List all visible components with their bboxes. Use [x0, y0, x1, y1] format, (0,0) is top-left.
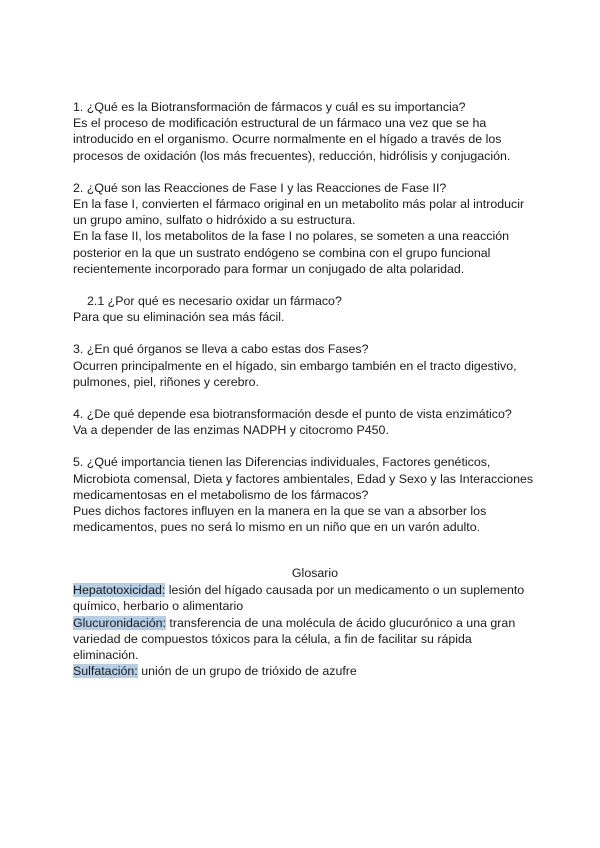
answer-line: pulmones, piel, riñones y cerebro.: [73, 374, 259, 389]
answer-line: En la fase I, convierten el fármaco original en un metabolito más polar al introducir: [73, 197, 525, 212]
answer-line: medicamentos, pues no será lo mismo en un niño que en un varón adulto.: [73, 520, 481, 535]
question-2-1: [73, 293, 533, 325]
answer-line: posterior en la que un sustrato endógeno se combina con el grupo funcional: [73, 245, 491, 260]
answer-line: Pues dichos factores influyen en la manera en la que se van a absorber los: [73, 504, 487, 519]
question-5: [73, 454, 533, 535]
question-text: 5. ¿Qué importancia tienen las Diferencias individuales, Factores genéticos,: [73, 455, 491, 470]
question-4: [73, 406, 533, 438]
question-text: Microbiota comensal, Dieta y factores ambientales, Edad y Sexo y las Interacciones: [73, 471, 534, 486]
glossary-definition-line: variedad de compuestos tóxicos para la célula, a fin de facilitar su rápida: [73, 631, 472, 646]
question-text: 1. ¿Qué es la Biotransformación de fármacos y cuál es su importancia?: [73, 100, 466, 114]
glossary-definition-line: eliminación.: [73, 648, 139, 663]
answer-line: un grupo amino, sulfato o hidróxido a su estructura.: [73, 213, 356, 228]
question-text: medicamentosas en el metabolismo de los fármacos?: [73, 487, 369, 502]
question-text: 2.1 ¿Por qué es necesario oxidar un fármaco?: [87, 294, 342, 309]
answer-line: Va a depender de las enzimas NADPH y citocromo P450.: [73, 423, 389, 438]
glossary-definition: lesión del hígado causada por un medicamento o un suplemento: [165, 583, 525, 598]
question-3: [73, 341, 533, 390]
glossary-entry: [73, 582, 533, 598]
glossary-definition: transferencia de una molécula de ácido glucurónico a una gran: [165, 615, 516, 630]
question-text: 3. ¿En qué órganos se lleva a cabo estas dos Fases?: [73, 342, 369, 357]
glossary-term: Glucuronidación:: [73, 615, 166, 630]
glossary-entry: [73, 663, 533, 679]
question-1: [73, 99, 533, 164]
answer-line: introducido en el organismo. Ocurre normalmente en el hígado a través de los: [73, 132, 502, 147]
question-text: 2. ¿Qué son las Reacciones de Fase I y las Reacciones de Fase II?: [73, 180, 447, 195]
answer-line: Es el proceso de modificación estructural de un fármaco una vez que se ha: [73, 116, 487, 131]
glossary-title: Glosario: [291, 566, 339, 580]
glossary-entry: [73, 615, 533, 631]
question-text: 4. ¿De qué depende esa biotransformación desde el punto de vista enzimático?: [73, 407, 512, 422]
answer-line: Para que su eliminación sea más fácil.: [73, 310, 285, 325]
glossary-term: Hepatotoxicidad:: [73, 583, 166, 598]
question-2: [73, 180, 533, 277]
glossary-term: Sulfatación:: [73, 664, 138, 679]
answer-line: procesos de oxidación (los más frecuentes), reducción, hidrólisis y conjugación.: [73, 148, 511, 163]
glossary: [73, 565, 533, 679]
answer-line: Ocurren principalmente en el hígado, sin embargo también en el tracto digestivo,: [73, 358, 517, 373]
answer-line: En la fase II, los metabolitos de la fase I no polares, se someten a una reacción: [73, 229, 509, 244]
glossary-definition: unión de un grupo de trióxido de azufre: [137, 664, 357, 679]
glossary-definition-line: químico, herbario o alimentario: [73, 599, 244, 614]
document-body: [73, 99, 533, 551]
answer-line: recientemente incorporado para formar un conjugado de alta polaridad.: [73, 261, 465, 276]
